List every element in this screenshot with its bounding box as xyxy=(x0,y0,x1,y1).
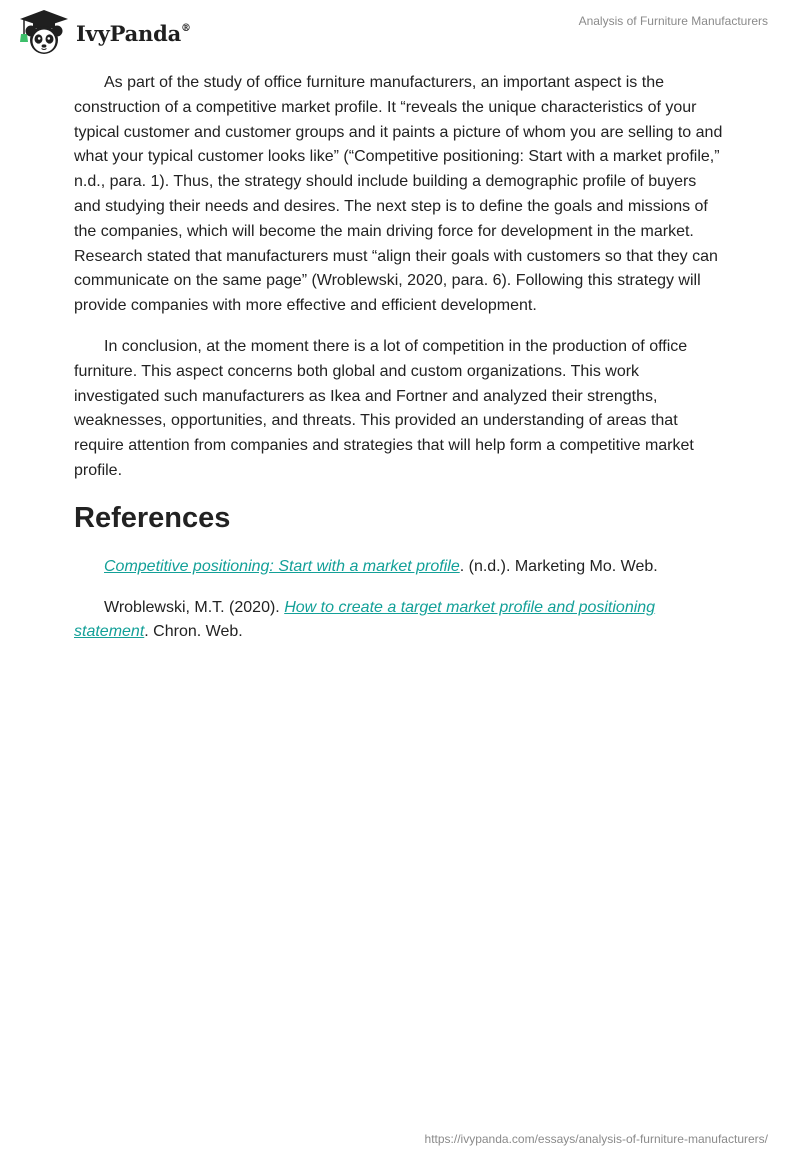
essay-content xyxy=(74,71,726,661)
panda-graduate-icon xyxy=(16,8,72,56)
reference-prefix: Wroblewski, M.T. (2020). xyxy=(104,598,285,616)
body-paragraph: As part of the study of office furniture manufacturers, an important aspect is the construction of a competitive market profile. It “reveals the unique characteristics of your typical customer and customer groups and it paints a picture of whom you are selling to and what your typical customer looks like” (“Competitive positioning: Start with a market profile,” n.d., para. 1). Thus, the strategy should include building a demographic profile of buyers and studying their needs and desires. The next step is to define the goals and missions of the companies, which will become the main driving force for development in the market. Research stated that manufacturers must “align their goals with customers so that they can communicate on the same page” (Wroblewski, 2020, para. 6). Following this strategy will provide companies with more effective and efficient development. xyxy=(74,74,723,315)
brand-name: IvyPanda® xyxy=(76,20,191,46)
reference-entry xyxy=(74,555,726,580)
document-title: Analysis of Furniture Manufacturers xyxy=(578,14,768,28)
ivypanda-logo[interactable] xyxy=(16,8,191,56)
body-paragraph: In conclusion, at the moment there is a lot of competition in the production of office furniture. This aspect concerns both global and custom organizations. This work investigated such manufacturers as Ikea and Fortner and analyzed their strengths, weaknesses, opportunities, and threats. This provided an understanding of areas that require attention from companies and strategies that will help form a competitive market profile. xyxy=(74,337,694,479)
reference-link[interactable]: Competitive positioning: Start with a market profile xyxy=(104,557,460,575)
reference-link[interactable]: How to create a target market profile and positioning statement xyxy=(74,598,656,641)
reference-suffix: . Chron. Web. xyxy=(144,623,243,641)
references-heading: References xyxy=(74,501,231,534)
reference-entry xyxy=(74,596,726,646)
registered-mark: ® xyxy=(181,22,191,34)
source-url[interactable]: https://ivypanda.com/essays/analysis-of-furniture-manufacturers/ xyxy=(424,1132,768,1146)
page-header xyxy=(0,0,800,60)
reference-suffix: . (n.d.). Marketing Mo. Web. xyxy=(459,557,658,575)
